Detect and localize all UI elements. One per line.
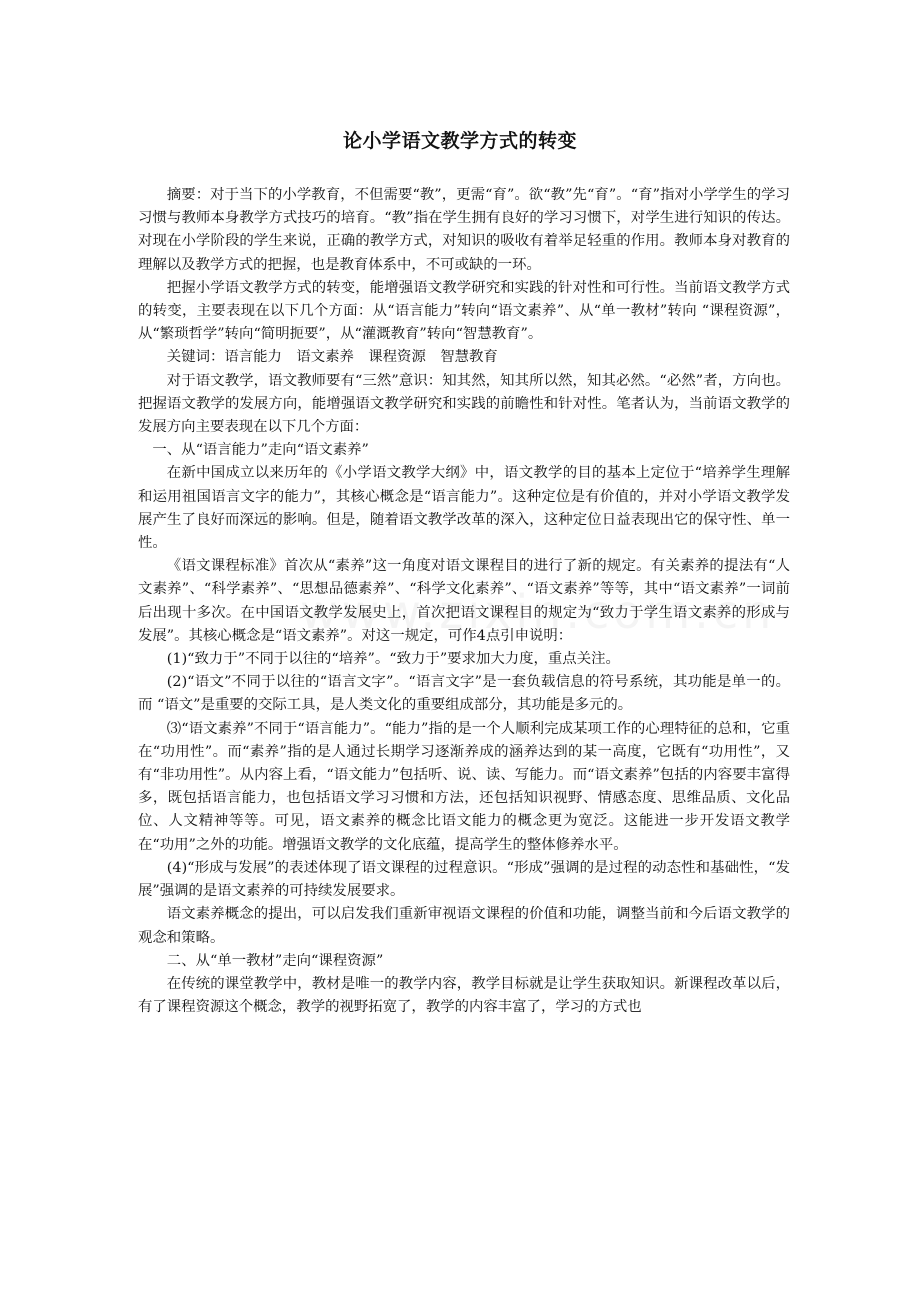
- body-paragraph: 语文素养概念的提出，可以启发我们重新审视语文课程的价值和功能，调整当前和今后语文教学的观念和策略。: [138, 906, 790, 946]
- section-heading-1: 一、从“语言能力”走向“语文素养”: [152, 442, 369, 459]
- body-paragraph: 在新中国成立以来历年的《小学语文教学大纲》中，语文教学的目的基本上定位于“培养学生理解和运用祖国语言文字的能力”，其核心概念是“语言能力”。这种定位是有价值的，并对小学语文教学发展产生了良好而深远的影响。但是，随着语文教学改革的深入，这种定位日益表现出它的保守性、单一性。: [138, 465, 790, 552]
- document-body: [138, 184, 790, 1019]
- document-title: 论小学语文教学方式的转变: [342, 130, 577, 152]
- abstract-paragraph: 摘要：对于当下的小学教育，不但需要“教”，更需“育”。欲“教”先“育”。“育”指对小学学生的学习习惯与教师本身教学方式技巧的培育。“教”指在学生拥有良好的学习习惯下，对学生进行知识的传达。 对现在小学阶段的学生来说，正确的教学方式，对知识的吸收有着举足轻重的作用。教师本身对教育的理解以及教学方式的把握，也是教育体系中，不可或缺的一环。: [138, 187, 790, 273]
- list-item-3: ⑶“语文素养”不同于“语言能力”。“能力”指的是一个人顺利完成某项工作的心理特征的总和，它重在“功用性”。而“素养”指的是人通过长期学习逐渐养成的涵养达到的某一高度，它既有“功用性”，又有“非功用性”。从内容上看，“语文能力”包括听、说、读、写能力。而“语文素养”包括的内容要丰富得多，既包括语言能力，也包括语文学习习惯和方法，还包括知识视野、情感态度、思维品质、文化品位、人文精神等等。可见，语文素养的概念比语文能力的概念更为宽泛。这能进一步开发语文教学在“功用”之外的功能。增强语文教学的文化底蕴，提高学生的整体修养水平。: [138, 720, 790, 853]
- body-paragraph: 《语文课程标准》首次从“素养”这一角度对语文课程目的进行了新的规定。有关素养的提法有“人文素养”、“科学素养”、“思想品德素养”、“科学文化素养”、“语文素养”等等，其中“语文素养”一词前后出现十多次。在中国语文教学发展史上，首次把语文课程目的规定为“致力于学生语文素养的形成与发展”。其核心概念是“语文素养”。对这一规定，可作4点引申说明：: [138, 558, 790, 644]
- abstract-paragraph-2: 把握小学语文教学方式的转变，能增强语文教学研究和实践的针对性和可行性。当前语文教学方式的转变，主要表现在以下几个方面：从“语言能力”转向“语文素养”、从“单一教材”转向 “课程资源”，从“繁琐哲学”转向“简明扼要”，从“灌溉教育”转向“智慧教育”。: [138, 279, 790, 343]
- intro-paragraph: 对于语文教学，语文教师要有“三然”意识：知其然，知其所以然，知其必然。“必然”者，方向也。把握语文教学的发展方向，能增强语文教学研究和实践的前瞻性和针对性。笔者认为，当前语文教学的发展方向主要表现在以下几个方面：: [138, 372, 790, 436]
- section-heading-2: 二、从“单一教材”走向“课程资源”: [166, 952, 384, 969]
- list-item-4: (4)“形成与发展”的表述体现了语文课程的过程意识。“形成”强调的是过程的动态性和基础性，“发展”强调的是语文素养的可持续发展要求。: [138, 859, 790, 900]
- keywords-line: 关键词：语言能力 语文素养 课程资源 智慧教育: [166, 349, 498, 366]
- body-paragraph: 在传统的课堂教学中，教材是唯一的教学内容，教学目标就是让学生获取知识。新课程改革以后，有了课程资源这个概念，教学的视野拓宽了，教学的内容丰富了，学习的方式也: [138, 975, 790, 1016]
- list-item-1: (1)“致力于”不同于以往的“培养”。“致力于”要求加大力度，重点关注。: [166, 651, 620, 668]
- list-item-2: (2)“语文”不同于以往的“语言文字”。“语言文字”是一套负载信息的符号系统，其功能是单一的。而 “语文”是重要的交际工具，是人类文化的重要组成部分，其功能是多元的。: [138, 674, 790, 714]
